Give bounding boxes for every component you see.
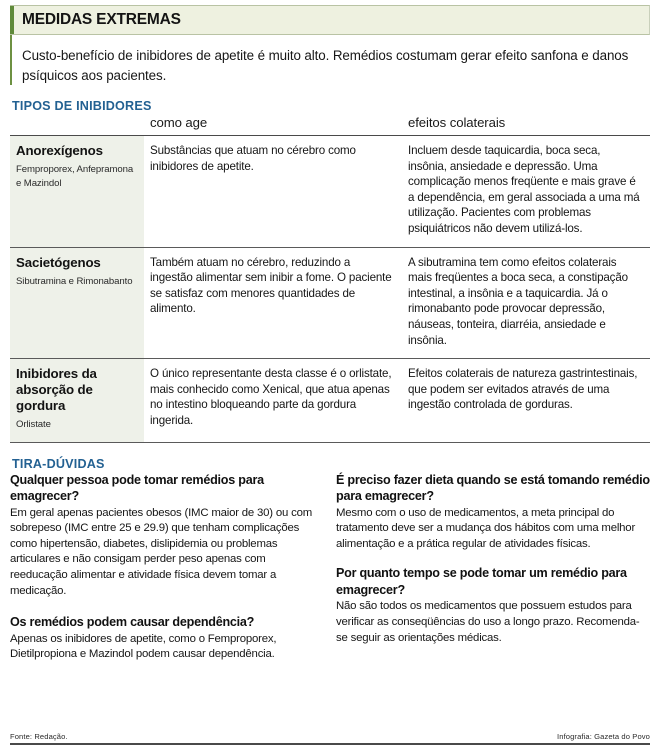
page-title: MEDIDAS EXTREMAS [22,11,181,28]
faq-item [336,472,650,553]
table-header-row [10,114,650,136]
row-type-cell [10,359,144,443]
column-header-side-effects: efeitos colaterais [402,114,650,136]
type-subtitle: Sibutramina e Rimonabanto [16,275,133,287]
table-header [10,114,650,136]
section-heading-inhibitor-types: TIPOS DE INIBIDORES [12,99,152,113]
faq-columns [10,472,650,663]
type-subtitle: Orlistate [16,419,51,431]
how-it-works-text: O único representante desta classe é o orlistate, mais conhecido como Xenical, que atua apenas no intestino bloqueando parte da gordura ingerida. [150,367,392,427]
faq-question: Por quanto tempo se pode tomar um remédio para emagrecer? [336,566,627,597]
type-name: Anorexígenos [16,143,103,158]
row-type-cell [10,247,144,359]
footer-source: Fonte: Redação. [10,732,68,741]
section-heading-faq: TIRA-DÚVIDAS [12,456,105,471]
row-how-cell [144,359,402,443]
faq-item [10,614,316,663]
type-name: Sacietógenos [16,254,101,270]
infographic-page [0,5,660,751]
faq-item [10,472,316,600]
table-body [10,136,650,443]
faq-column-right [330,472,650,663]
row-effects-cell [402,247,650,359]
row-how-cell [144,136,402,248]
column-header-how-it-works: como age [144,114,402,136]
side-effects-text: Incluem desde taquicardia, boca seca, insônia, ansiedade e depressão. Uma complicação menos freqüente e mais grave é a dependência, em geral associada a uma má utilização. Pacientes com problemas psiquiátricos não devem utilizá-los. [408,144,640,235]
table-row [10,247,650,359]
faq-answer: Apenas os inibidores de apetite, como o Femproporex, Dietilpropiona e Mazindol podem causar dependência. [10,632,277,661]
faq-item [336,565,650,646]
lead-paragraph: Custo-benefício de inibidores de apetite é muito alto. Remédios costumam gerar efeito sanfona e danos psíquicos aos pacientes. [22,48,629,83]
row-how-cell [144,247,402,359]
type-name: Inibidores da absorção de gordura [16,366,97,414]
type-subtitle: Femproporex, Anfepramona e Mazindol [16,164,134,189]
row-type-cell [10,136,144,248]
row-effects-cell [402,359,650,443]
faq-question: Qualquer pessoa pode tomar remédios para emagrecer? [10,472,264,504]
faq-question: É preciso fazer dieta quando se está tomando remédio para emagrecer? [336,472,650,504]
faq-question: Os remédios podem causar dependência? [10,615,255,630]
row-effects-cell [402,136,650,248]
faq-answer: Não são todos os medicamentos que possuem estudos para verificar as conseqüências do uso a longo prazo. Recomenda-se seguir as orientações médicas. [336,600,640,644]
how-it-works-text: Substâncias que atuam no cérebro como inibidores de apetite. [150,144,356,173]
faq-column-left [10,472,330,663]
title-band [10,5,650,35]
table-row [10,359,650,443]
table-row [10,136,650,248]
side-effects-text: Efeitos colaterais de natureza gastrintestinais, que podem ser evitados através de uma ingestão controlada de gorduras. [408,367,638,412]
column-header-type [10,114,144,136]
how-it-works-text: Também atuam no cérebro, reduzindo a ingestão alimentar sem inibir a fome. O paciente se satisfaz com menores quantidades de alimento. [150,255,392,316]
footer-credit: Infografia: Gazeta do Povo [557,732,650,741]
footer [10,732,650,745]
faq-answer: Em geral apenas pacientes obesos (IMC maior de 30) ou com sobrepeso (IMC entre 25 e 29.9) que tenham complicações como hipertensão, diabetes, dislipidemia ou problemas articulares e não consigam perder peso apenas com reeducação alimentar e atividade física devem tomar a medicação. [10,506,312,597]
faq-answer: Mesmo com o uso de medicamentos, a meta principal do tratamento deve ser a mudança dos hábitos com uma melhor alimentação e a prática regular de atividades físicas. [336,506,636,550]
lead-paragraph-block [10,35,650,93]
side-effects-text: A sibutramina tem como efeitos colaterais mais freqüentes a boca seca, a constipação intestinal, a insônia e a taquicardia. Já o rimonabanto pode provocar depressão, náuseas, tonteira, diarréia, ansiedade e insônia. [408,255,628,347]
inhibitor-types-table [10,114,650,443]
